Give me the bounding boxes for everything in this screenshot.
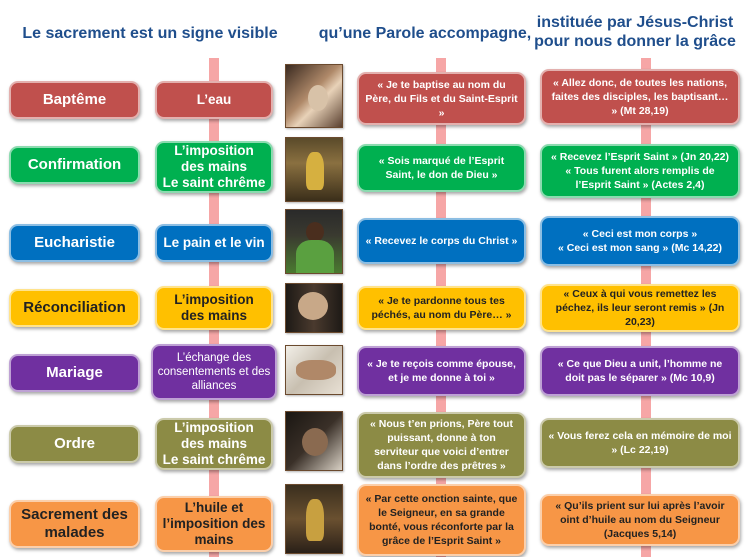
matter-line: Le saint chrême [162, 452, 266, 467]
words-bapteme: « Je te baptise au nom du Père, du Fils et du Saint-Esprit » [357, 72, 526, 125]
scripture-line: « Ceci est mon sang » (Mc 14,22) [558, 242, 722, 254]
matter-line: L’échange des consentements et des alliances [157, 352, 271, 392]
sacrament-name-malades: Sacrement des malades [9, 500, 140, 548]
ordination-photo [285, 411, 343, 471]
chrism-vessel-photo [285, 137, 343, 202]
words-mariage: « Je te reçois comme épouse, et je me donne à toi » [357, 346, 526, 396]
matter-line: L’eau [196, 92, 232, 107]
matter-ordre [155, 418, 273, 470]
baptism-water-photo [285, 64, 343, 128]
sacrament-name-bapteme: Baptême [9, 81, 140, 119]
matter-line: L’huile et l’imposition des mains [162, 500, 266, 547]
priest-elevation-photo [285, 209, 343, 274]
sacrament-name-ordre: Ordre [9, 425, 140, 463]
wedding-rings-photo [285, 345, 343, 395]
matter-bapteme [155, 81, 273, 119]
words-confirmation: « Sois marqué de l’Esprit Saint, le don de Dieu » [357, 144, 526, 192]
matter-confirmation [155, 141, 273, 193]
scripture-line: « Tous furent alors remplis de l’Esprit Saint » (Actes 2,4) [565, 165, 715, 191]
hand-imposition-photo [285, 283, 343, 333]
scripture-line: « Recevez l’Esprit Saint » (Jn 20,22) [551, 151, 729, 163]
matter-malades [155, 496, 273, 552]
header-parole: qu’une Parole accompagne, [318, 25, 532, 42]
scripture-malades: « Qu’ils prient sur lui après l’avoir oint d’huile au nom du Seigneur (Jacques 5,14) [540, 494, 740, 546]
sacrament-name-reconciliation: Réconciliation [9, 289, 140, 327]
matter-line: L’imposition des mains [174, 143, 254, 174]
header-sign-visible: Le sacrement est un signe visible [22, 25, 278, 42]
scripture-eucharistie [540, 216, 740, 266]
matter-line: L’imposition des mains [174, 420, 254, 451]
scripture-reconciliation: « Ceux à qui vous remettez les péchez, ils leur seront remis » (Jn 20,23) [540, 284, 740, 332]
matter-eucharistie [155, 224, 273, 262]
header-institution-line2: pour nous donner la grâce [534, 33, 736, 50]
matter-line: L’imposition des mains [174, 292, 254, 323]
scripture-bapteme: « Allez donc, de toutes les nations, faites des disciples, les baptisant… » (Mt 28,19) [540, 69, 740, 125]
header-institution-line1: instituée par Jésus-Christ [536, 14, 734, 31]
matter-line: Le pain et le vin [163, 235, 265, 250]
anointing-oil-photo [285, 484, 343, 554]
matter-reconciliation [155, 286, 273, 330]
matter-mariage [151, 344, 277, 400]
sacrament-name-confirmation: Confirmation [9, 146, 140, 184]
scripture-mariage: « Ce que Dieu a unit, l’homme ne doit pas le séparer » (Mc 10,9) [540, 346, 740, 396]
sacrament-name-mariage: Mariage [9, 354, 140, 392]
words-malades: « Par cette onction sainte, que le Seigneur, en sa grande bonté, vous réconforte par la grâce de l’Esprit Saint » [357, 484, 526, 556]
scripture-line: « Ceci est mon corps » [582, 228, 698, 240]
matter-line: Le saint chrême [162, 175, 266, 190]
sacrament-name-eucharistie: Eucharistie [9, 224, 140, 262]
scripture-ordre: « Vous ferez cela en mémoire de moi » (Lc 22,19) [540, 418, 740, 468]
words-eucharistie: « Recevez le corps du Christ » [357, 218, 526, 264]
words-reconciliation: « Je te pardonne tous tes péchés, au nom du Père… » [357, 286, 526, 330]
scripture-confirmation [540, 144, 740, 198]
words-ordre: « Nous t’en prions, Père tout puissant, donne à ton serviteur que voici d’entrer dans l’ordre des prêtres » [357, 412, 526, 478]
